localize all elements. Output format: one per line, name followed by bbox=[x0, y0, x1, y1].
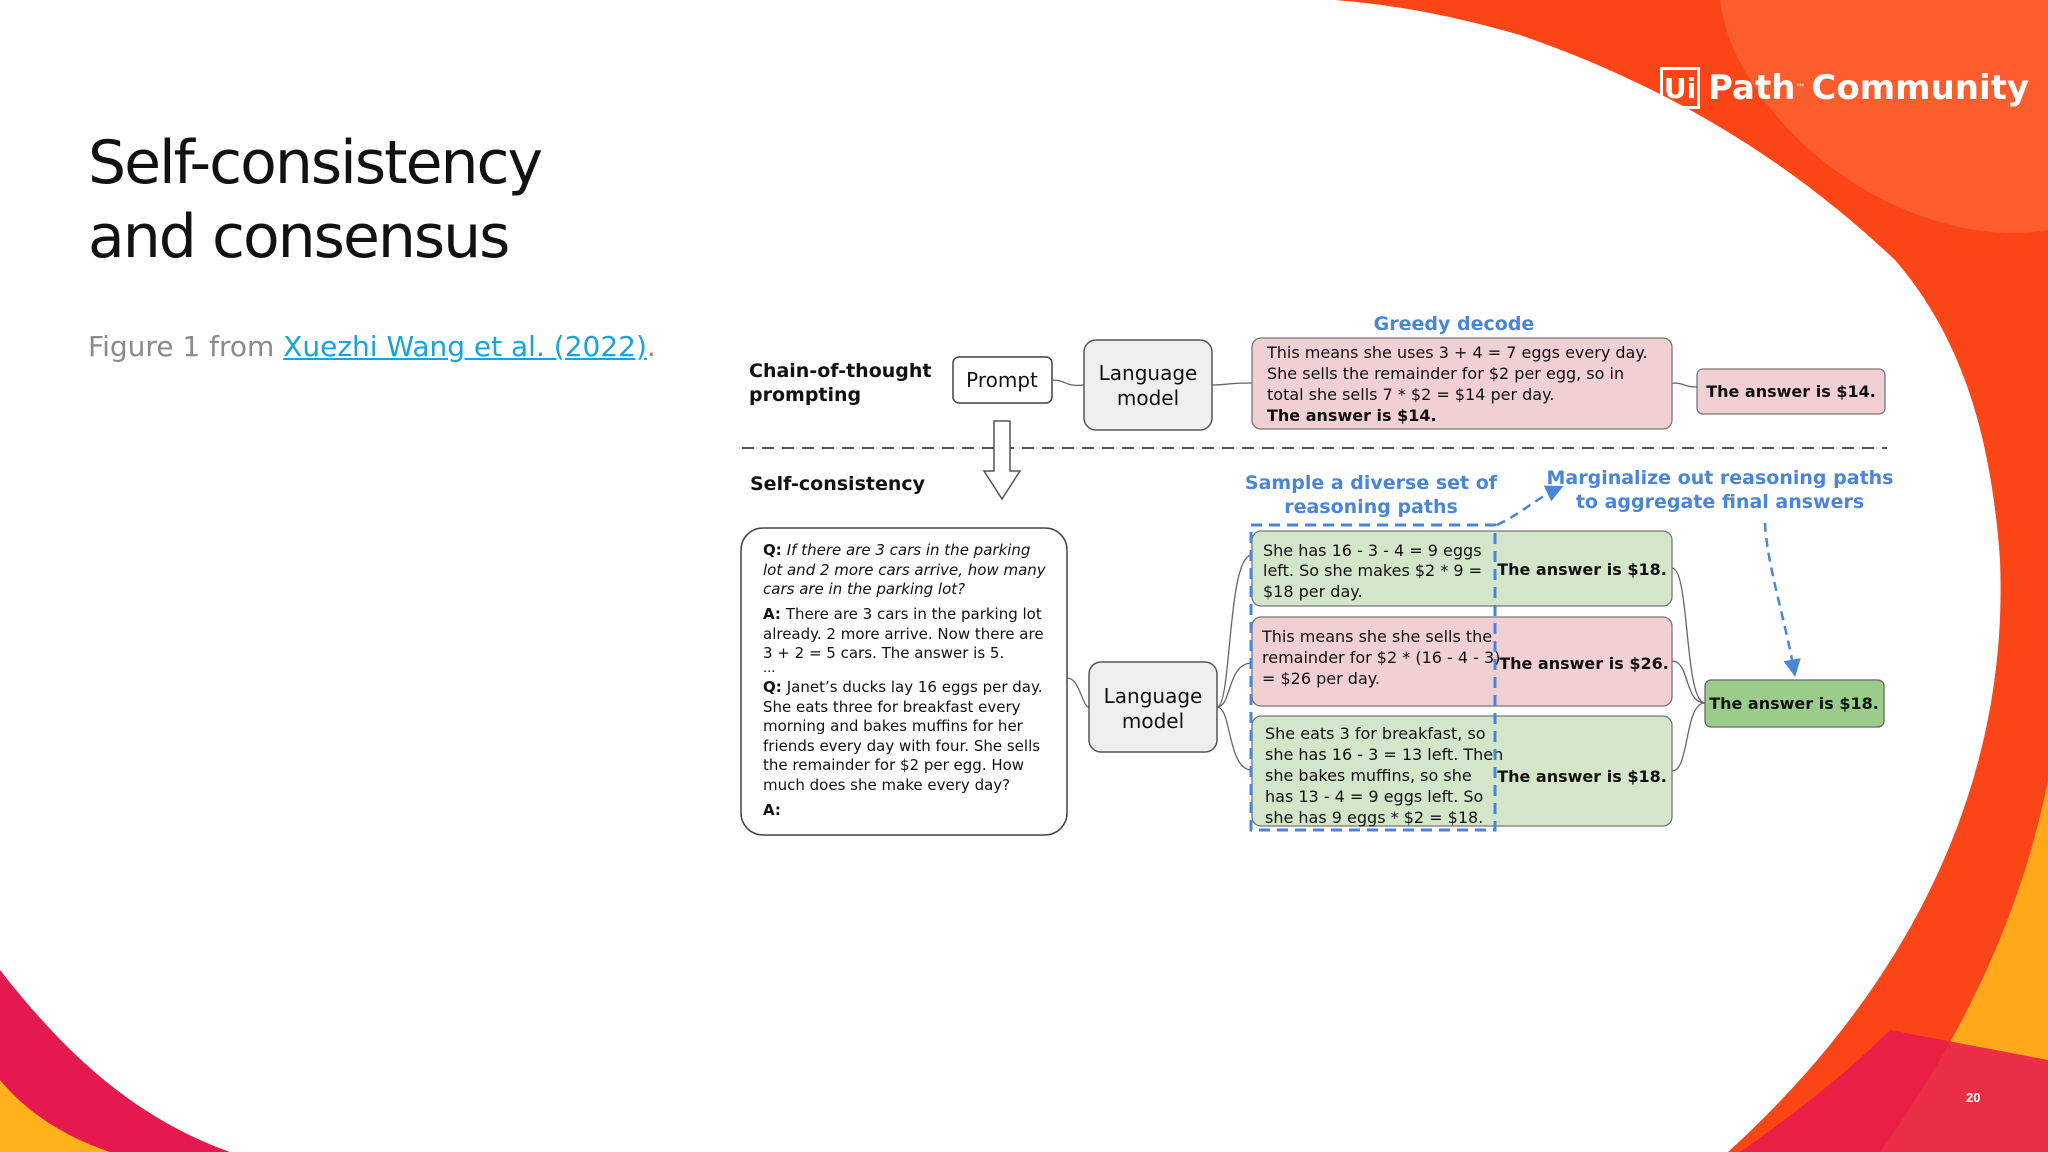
a1-line3: 3 + 2 = 5 cars. The answer is 5. bbox=[763, 644, 1005, 662]
lm2-line2: model bbox=[1121, 709, 1185, 733]
figure-caption bbox=[88, 330, 656, 363]
uipath-community-logo bbox=[1660, 63, 2029, 113]
slide-title-line1: Self-consistency bbox=[88, 128, 542, 198]
self-consistency-label: Self-consistency bbox=[750, 473, 926, 495]
caption-prefix: Figure 1 from bbox=[88, 330, 284, 363]
logo-path-text: Path bbox=[1708, 68, 1796, 108]
path3-line2: she has 16 - 3 = 13 left. Then bbox=[1265, 745, 1504, 764]
page-number: 20 bbox=[1966, 1090, 1981, 1105]
lm1-box bbox=[1084, 340, 1212, 430]
greedy-line3: total she sells 7 * $2 = $14 per day. bbox=[1267, 385, 1555, 404]
path2-answer: The answer is $26. bbox=[1499, 654, 1669, 673]
lm2-line1: Language bbox=[1103, 684, 1203, 708]
path3-line3: she bakes muffins, so she bbox=[1265, 766, 1472, 785]
logo-ui-box: Ui bbox=[1660, 67, 1700, 109]
path1-answer: The answer is $18. bbox=[1497, 560, 1667, 579]
figure-diagram bbox=[722, 295, 1914, 860]
sample-label-2: reasoning paths bbox=[1284, 496, 1458, 518]
self-consistency-figure bbox=[722, 295, 1914, 860]
prompt-down-arrow bbox=[984, 421, 1020, 499]
a1-prefix: A: bbox=[763, 605, 781, 623]
q1-line3: cars are in the parking lot? bbox=[763, 580, 966, 598]
caption-paper-link[interactable]: Xuezhi Wang et al. (2022) bbox=[283, 330, 647, 363]
q2-line2: She eats three for breakfast every bbox=[763, 698, 1021, 716]
q1-line2: lot and 2 more cars arrive, how many bbox=[763, 561, 1046, 579]
greedy-line2: She sells the remainder for $2 per egg, so in bbox=[1267, 364, 1625, 383]
cot-label-2: prompting bbox=[749, 384, 862, 406]
marginalize-to-answer-arrow bbox=[1765, 523, 1794, 670]
prompt-text: Prompt bbox=[966, 368, 1038, 392]
a1-text-1: There are 3 cars in the parking lot bbox=[785, 605, 1042, 623]
q2-line5: the remainder for $2 per egg. How bbox=[763, 756, 1025, 774]
path1-line2: left. So she makes $2 * 9 = bbox=[1263, 561, 1483, 580]
q1-prefix: Q: bbox=[763, 541, 782, 559]
ellipsis: ... bbox=[763, 661, 776, 676]
slide-title bbox=[88, 126, 541, 274]
sample-label-1: Sample a diverse set of bbox=[1244, 472, 1498, 494]
a-final: A: bbox=[763, 801, 781, 819]
path3-answer: The answer is $18. bbox=[1497, 767, 1667, 786]
path3-line1: She eats 3 for breakfast, so bbox=[1265, 724, 1486, 743]
greedy-line4: The answer is $14. bbox=[1267, 406, 1437, 425]
a1-line2: already. 2 more arrive. Now there are bbox=[763, 625, 1044, 643]
path1-line1: She has 16 - 3 - 4 = 9 eggs bbox=[1263, 541, 1482, 560]
question-lm2-connector bbox=[1067, 678, 1089, 707]
cot-label-1: Chain-of-thought bbox=[749, 360, 932, 382]
prompt-lm1-connector bbox=[1052, 380, 1084, 385]
path2-line1: This means she she sells the bbox=[1262, 627, 1493, 646]
final-answer-text: The answer is $18. bbox=[1709, 694, 1879, 713]
path1-final-connector bbox=[1672, 568, 1705, 703]
lm2-path1-connector bbox=[1217, 555, 1252, 707]
marginalize-label-1: Marginalize out reasoning paths bbox=[1546, 467, 1894, 489]
q1-text-1: If there are 3 cars in the parking bbox=[786, 541, 1031, 559]
q2-text-1: Janet’s ducks lay 16 eggs per day. bbox=[786, 678, 1043, 696]
path3-final-connector bbox=[1672, 703, 1705, 771]
q1-line1 bbox=[763, 541, 1030, 559]
q2-prefix: Q: bbox=[763, 678, 782, 696]
a1-line1 bbox=[763, 605, 1042, 623]
path3-line5: she has 9 eggs * $2 = $18. bbox=[1265, 808, 1484, 827]
lm2-path3-connector bbox=[1217, 707, 1252, 770]
logo-tm: ™ bbox=[1795, 82, 1806, 94]
greedy-line1: This means she uses 3 + 4 = 7 eggs every day. bbox=[1267, 343, 1648, 362]
q2-line6: much does she make every day? bbox=[763, 776, 1011, 794]
q2-line1 bbox=[763, 678, 1043, 696]
greedy-answer-text: The answer is $14. bbox=[1706, 382, 1876, 401]
marginalize-label-2: to aggregate final answers bbox=[1575, 491, 1865, 513]
logo-community-text: Community bbox=[1811, 68, 2030, 108]
lm1-line1: Language bbox=[1098, 361, 1198, 385]
path3-line4: has 13 - 4 = 9 eggs left. So bbox=[1265, 787, 1484, 806]
caption-suffix: . bbox=[646, 330, 656, 363]
greedy-decode-label: Greedy decode bbox=[1373, 313, 1535, 335]
lm1-line2: model bbox=[1116, 386, 1180, 410]
q2-line4: friends every day with four. She sells bbox=[763, 737, 1041, 755]
lm1-greedy-connector bbox=[1212, 383, 1252, 385]
slide-title-line2: and consensus bbox=[88, 202, 509, 272]
greedy-answer-connector bbox=[1672, 383, 1697, 387]
sample-to-marginalize-arrow bbox=[1497, 489, 1557, 525]
q2-line3: morning and bakes muffins for her bbox=[763, 717, 1023, 735]
path2-final-connector bbox=[1672, 661, 1705, 703]
path2-line3: = $26 per day. bbox=[1262, 669, 1381, 688]
path1-line3: $18 per day. bbox=[1263, 582, 1363, 601]
path2-line2: remainder for $2 * (16 - 4 - 3) bbox=[1262, 648, 1501, 667]
